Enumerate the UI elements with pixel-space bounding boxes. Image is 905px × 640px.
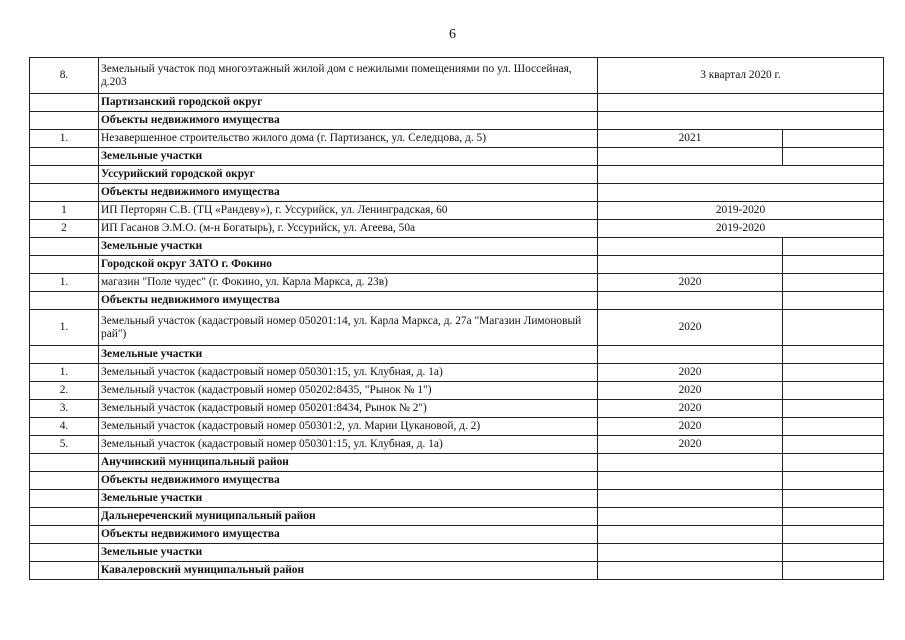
row-extra xyxy=(783,436,884,454)
row-number xyxy=(30,148,99,166)
table-row xyxy=(30,544,884,562)
row-date xyxy=(598,544,783,562)
row-extra xyxy=(783,562,884,580)
table-row xyxy=(30,436,884,454)
table-row xyxy=(30,526,884,544)
row-description: ИП Гасанов Э.М.О. (м-н Богатырь), г. Уссурийск, ул. Агеева, 50а xyxy=(99,220,598,238)
table-row xyxy=(30,292,884,310)
section-heading: Земельные участки xyxy=(99,346,598,364)
table-body xyxy=(30,58,884,580)
row-extra xyxy=(783,256,884,274)
row-number: 1. xyxy=(30,130,99,148)
row-description: Земельный участок (кадастровый номер 050301:2, ул. Марии Цукановой, д. 2) xyxy=(99,418,598,436)
row-description: Земельный участок (кадастровый номер 050301:15, ул. Клубная, д. 1а) xyxy=(99,364,598,382)
table-row xyxy=(30,562,884,580)
row-number xyxy=(30,472,99,490)
row-date xyxy=(598,238,783,256)
table-row xyxy=(30,238,884,256)
row-number xyxy=(30,544,99,562)
table-row xyxy=(30,274,884,292)
row-extra xyxy=(783,346,884,364)
table-row xyxy=(30,58,884,94)
table-row xyxy=(30,508,884,526)
table-row xyxy=(30,382,884,400)
table-row xyxy=(30,346,884,364)
row-date: 3 квартал 2020 г. xyxy=(598,58,884,94)
row-number: 1 xyxy=(30,202,99,220)
row-date xyxy=(598,472,783,490)
row-number xyxy=(30,166,99,184)
row-description: Земельный участок под многоэтажный жилой дом с нежилыми помещениями по ул. Шоссейная, д.203 xyxy=(99,58,598,94)
row-number: 8. xyxy=(30,58,99,94)
row-number xyxy=(30,454,99,472)
table-row xyxy=(30,148,884,166)
table-row xyxy=(30,310,884,346)
row-date xyxy=(598,346,783,364)
row-date: 2020 xyxy=(598,418,783,436)
section-heading: Земельные участки xyxy=(99,544,598,562)
row-number xyxy=(30,184,99,202)
row-extra xyxy=(783,292,884,310)
row-extra xyxy=(783,544,884,562)
table-row xyxy=(30,400,884,418)
row-number xyxy=(30,256,99,274)
row-date xyxy=(598,148,783,166)
row-extra xyxy=(783,364,884,382)
row-extra xyxy=(783,490,884,508)
section-heading: Земельные участки xyxy=(99,238,598,256)
row-extra xyxy=(783,310,884,346)
row-date: 2020 xyxy=(598,382,783,400)
row-description: магазин "Поле чудес" (г. Фокино, ул. Карла Маркса, д. 23в) xyxy=(99,274,598,292)
table-row xyxy=(30,130,884,148)
table-row xyxy=(30,94,884,112)
row-number: 1. xyxy=(30,310,99,346)
section-heading: Объекты недвижимого имущества xyxy=(99,472,598,490)
document-table xyxy=(29,57,884,580)
row-number xyxy=(30,346,99,364)
row-description: Земельный участок (кадастровый номер 050201:8434, Рынок № 2") xyxy=(99,400,598,418)
row-date xyxy=(598,490,783,508)
row-date xyxy=(598,112,884,130)
table-row xyxy=(30,454,884,472)
row-date xyxy=(598,508,783,526)
table-row xyxy=(30,472,884,490)
row-date: 2020 xyxy=(598,436,783,454)
row-date: 2020 xyxy=(598,274,783,292)
row-extra xyxy=(783,454,884,472)
row-description: Земельный участок (кадастровый номер 050301:15, ул. Клубная, д. 1а) xyxy=(99,436,598,454)
row-number xyxy=(30,490,99,508)
row-date xyxy=(598,562,783,580)
section-heading: Объекты недвижимого имущества xyxy=(99,184,598,202)
row-number xyxy=(30,112,99,130)
row-number xyxy=(30,94,99,112)
row-number xyxy=(30,562,99,580)
row-extra xyxy=(783,238,884,256)
row-number xyxy=(30,526,99,544)
row-extra xyxy=(783,148,884,166)
row-date xyxy=(598,256,783,274)
row-date xyxy=(598,166,884,184)
row-date: 2019-2020 xyxy=(598,220,884,238)
table-row xyxy=(30,220,884,238)
section-heading: Объекты недвижимого имущества xyxy=(99,526,598,544)
row-extra xyxy=(783,526,884,544)
row-number: 3. xyxy=(30,400,99,418)
table-row xyxy=(30,364,884,382)
page-number: 6 xyxy=(449,27,456,42)
row-description: Незавершенное строительство жилого дома (г. Партизанск, ул. Селедцова, д. 5) xyxy=(99,130,598,148)
row-extra xyxy=(783,418,884,436)
row-date xyxy=(598,94,884,112)
section-heading: Земельные участки xyxy=(99,490,598,508)
row-date xyxy=(598,526,783,544)
row-date xyxy=(598,292,783,310)
row-extra xyxy=(783,382,884,400)
table-row xyxy=(30,490,884,508)
section-heading: Городской округ ЗАТО г. Фокино xyxy=(99,256,598,274)
row-description: Земельный участок (кадастровый номер 050202:8435, "Рынок № 1") xyxy=(99,382,598,400)
row-date: 2020 xyxy=(598,400,783,418)
section-heading: Объекты недвижимого имущества xyxy=(99,292,598,310)
row-description: Земельный участок (кадастровый номер 050201:14, ул. Карла Маркса, д. 27а "Магазин Лимоновый рай") xyxy=(99,310,598,346)
table-row xyxy=(30,166,884,184)
row-extra xyxy=(783,508,884,526)
row-extra xyxy=(783,400,884,418)
row-extra xyxy=(783,472,884,490)
section-heading: Земельные участки xyxy=(99,148,598,166)
row-extra xyxy=(783,274,884,292)
section-heading: Дальнереченский муниципальный район xyxy=(99,508,598,526)
table-row xyxy=(30,256,884,274)
row-date: 2020 xyxy=(598,310,783,346)
section-heading: Кавалеровский муниципальный район xyxy=(99,562,598,580)
table-row xyxy=(30,112,884,130)
row-number: 1. xyxy=(30,274,99,292)
table-row xyxy=(30,418,884,436)
row-number: 4. xyxy=(30,418,99,436)
row-number: 2 xyxy=(30,220,99,238)
row-number: 2. xyxy=(30,382,99,400)
row-number: 1. xyxy=(30,364,99,382)
row-extra xyxy=(783,130,884,148)
row-number xyxy=(30,238,99,256)
section-heading: Объекты недвижимого имущества xyxy=(99,112,598,130)
table-row xyxy=(30,184,884,202)
row-date: 2020 xyxy=(598,364,783,382)
row-number xyxy=(30,292,99,310)
section-heading: Уссурийский городской округ xyxy=(99,166,598,184)
row-date xyxy=(598,184,884,202)
table-row xyxy=(30,202,884,220)
section-heading: Анучинский муниципальный район xyxy=(99,454,598,472)
row-date: 2019-2020 xyxy=(598,202,884,220)
section-heading: Партизанский городской округ xyxy=(99,94,598,112)
row-number xyxy=(30,508,99,526)
row-description: ИП Перторян С.В. (ТЦ «Рандеву»), г. Уссурийск, ул. Ленинградская, 60 xyxy=(99,202,598,220)
row-date xyxy=(598,454,783,472)
row-date: 2021 xyxy=(598,130,783,148)
row-number: 5. xyxy=(30,436,99,454)
